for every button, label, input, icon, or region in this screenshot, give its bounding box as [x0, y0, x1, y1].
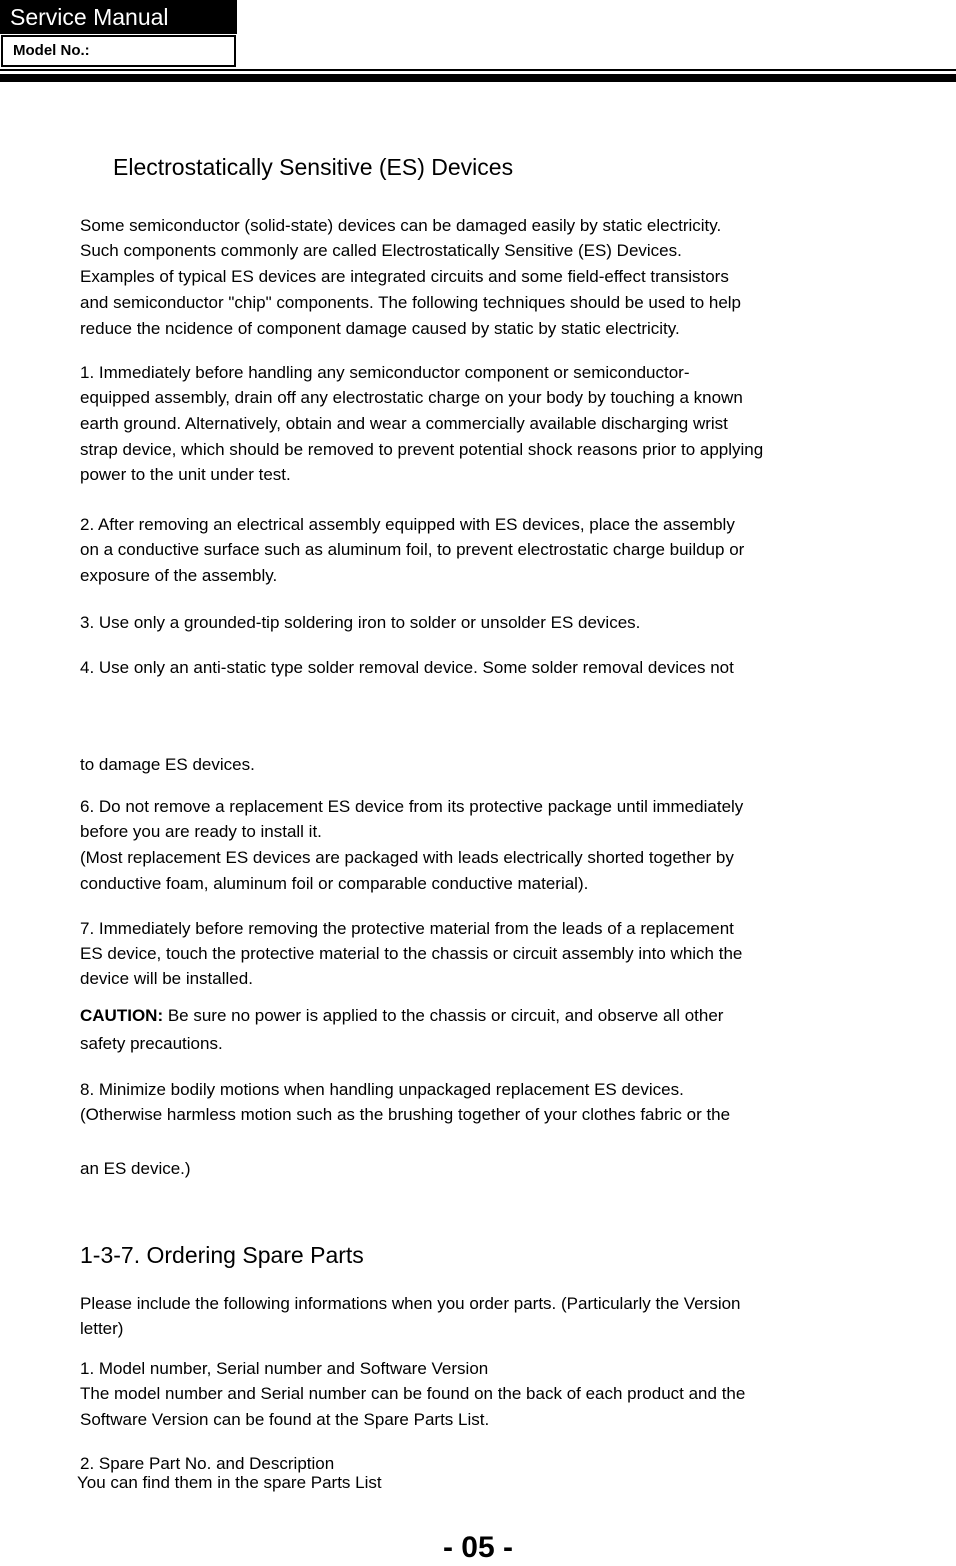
- es-item-6-line: 6. Do not remove a replacement ES device from its protective package until immediately: [80, 797, 744, 816]
- es-item-2-line: exposure of the assembly.: [80, 566, 278, 585]
- es-item-1-line: equipped assembly, drain off any electrostatic charge on your body by touching a known: [80, 388, 743, 407]
- spare-parts-item-1-line: The model number and Serial number can be found on the back of each product and the: [80, 1384, 746, 1403]
- spare-parts-item-2-line: 2. Spare Part No. and Description: [80, 1454, 335, 1473]
- spare-parts-item-2-line: You can find them in the spare Parts List: [77, 1473, 382, 1492]
- caution-text: Be sure no power is applied to the chassis or circuit, and observe all other: [163, 1006, 724, 1025]
- es-item-1-line: 1. Immediately before handling any semiconductor component or semiconductor-: [80, 363, 690, 382]
- caution-label: CAUTION:: [80, 1006, 164, 1025]
- caution-line: [80, 1003, 723, 1028]
- es-item-6-line: conductive foam, aluminum foil or comparable conductive material).: [80, 874, 589, 893]
- es-item-4: 4. Use only an anti-static type solder removal device. Some solder removal devices not: [80, 658, 734, 677]
- header-rule-thick: [0, 74, 956, 82]
- es-item-8-line: 8. Minimize bodily motions when handling unpackaged replacement ES devices.: [80, 1080, 684, 1099]
- es-item-7-line: device will be installed.: [80, 969, 253, 988]
- es-item-1-line: power to the unit under test.: [80, 465, 291, 484]
- es-intro-line: Such components commonly are called Electrostatically Sensitive (ES) Devices.: [80, 241, 682, 260]
- es-intro-line: reduce the ncidence of component damage caused by static by static electricity.: [80, 319, 680, 338]
- es-item-2-line: 2. After removing an electrical assembly equipped with ES devices, place the assembly: [80, 515, 735, 534]
- spare-parts-intro-line: letter): [80, 1319, 124, 1338]
- es-item-6-line: before you are ready to install it.: [80, 822, 322, 841]
- es-item-2-line: on a conductive surface such as aluminum foil, to prevent electrostatic charge buildup or: [80, 540, 745, 559]
- es-item-8-line: (Otherwise harmless motion such as the brushing together of your clothes fabric or the: [80, 1105, 731, 1124]
- es-section-heading: Electrostatically Sensitive (ES) Devices: [113, 154, 514, 180]
- model-number-label: Model No.:: [1, 35, 236, 67]
- spare-parts-heading: 1-3-7. Ordering Spare Parts: [80, 1242, 364, 1268]
- es-item-7-line: 7. Immediately before removing the protective material from the leads of a replacement: [80, 919, 734, 938]
- es-item-8-continued: an ES device.): [80, 1159, 191, 1178]
- spare-parts-item-1-line: Software Version can be found at the Spare Parts List.: [80, 1410, 490, 1429]
- es-intro-line: Some semiconductor (solid-state) devices can be damaged easily by static electricity.: [80, 216, 722, 235]
- es-item-3: 3. Use only a grounded-tip soldering iron to solder or unsolder ES devices.: [80, 613, 641, 632]
- header-rule-thin: [0, 69, 956, 71]
- es-intro-line: Examples of typical ES devices are integrated circuits and some field-effect transistors: [80, 267, 729, 286]
- es-item-7-line: ES device, touch the protective material to the chassis or circuit assembly into which the: [80, 944, 743, 963]
- es-intro-line: and semiconductor "chip" components. The following techniques should be used to help: [80, 293, 742, 312]
- es-item-1-line: strap device, which should be removed to prevent potential shock reasons prior to applying: [80, 440, 764, 459]
- spare-parts-intro-line: Please include the following informations when you order parts. (Particularly the Version: [80, 1294, 741, 1313]
- manual-title: Service Manual: [0, 0, 237, 34]
- es-item-6-line: (Most replacement ES devices are packaged with leads electrically shorted together by: [80, 848, 734, 867]
- es-item-1-line: earth ground. Alternatively, obtain and wear a commercially available discharging wrist: [80, 414, 728, 433]
- page-number: - 05 -: [442, 1531, 514, 1564]
- spare-parts-item-1-line: 1. Model number, Serial number and Software Version: [80, 1359, 489, 1378]
- caution-continued: safety precautions.: [80, 1034, 223, 1053]
- es-item-4-continued: to damage ES devices.: [80, 755, 255, 774]
